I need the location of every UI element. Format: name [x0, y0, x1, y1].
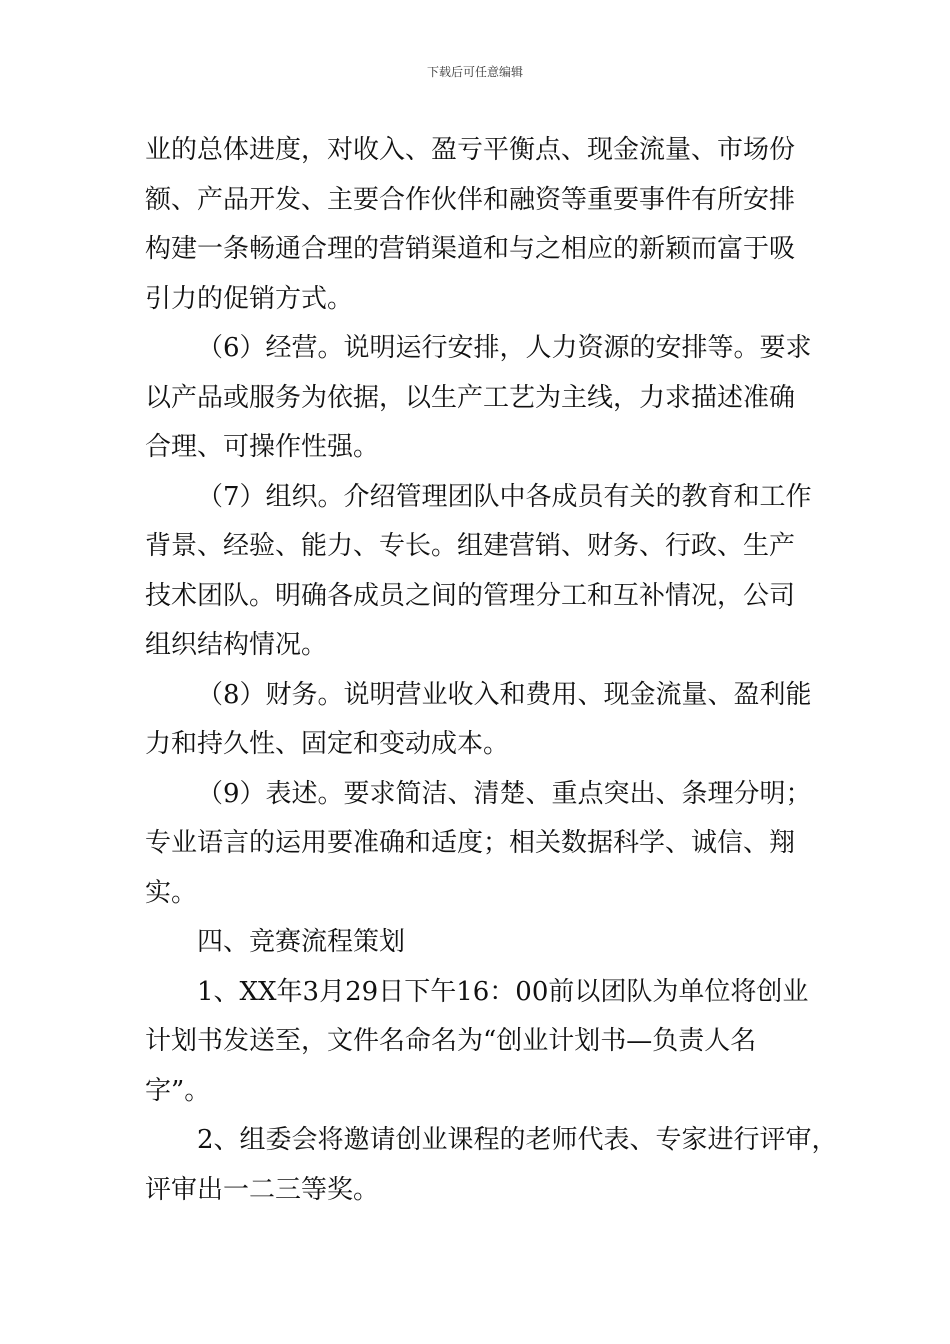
document-body	[145, 126, 838, 1215]
paragraph-start-step-1: 1、XX年3月29日下午16：00前以团队为单位将创业	[197, 976, 809, 1007]
text-line: 业的总体进度，对收入、盈亏平衡点、现金流量、市场份	[145, 135, 796, 165]
paragraph-start-expression: （9）表述。要求简洁、清楚、重点突出、条理分明；	[197, 778, 812, 809]
paragraph-start-operations: （6）经营。说明运行安排，人力资源的安排等。要求	[197, 333, 812, 363]
page-header: 下载后可任意编辑	[426, 65, 523, 79]
text-line: 组织结构情况。	[145, 630, 328, 660]
text-line: 计划书发送至，文件名命名为“创业计划书—负责人名	[145, 1026, 757, 1056]
text-line: 以产品或服务为依据，以生产工艺为主线，力求描述准确	[145, 382, 796, 413]
text-line: 评审出一二三等奖。	[145, 1174, 380, 1205]
text-line: 技术团队。明确各成员之间的管理分工和互补情况，公司	[145, 580, 796, 611]
text-line: 背景、经验、能力、专长。组建营销、财务、行政、生产	[145, 531, 796, 561]
text-line: 合理、可操作性强。	[145, 432, 380, 462]
text-line: 引力的促销方式。	[145, 283, 354, 314]
text-line: 额、产品开发、主要合作伙伴和融资等重要事件有所安排	[145, 184, 796, 215]
paragraph-start-finance: （8）财务。说明营业收入和费用、现金流量、盈利能	[197, 679, 812, 710]
text-line: 专业语言的运用要准确和适度；相关数据科学、诚信、翔	[145, 828, 796, 858]
text-line: 力和持久性、固定和变动成本。	[145, 729, 510, 759]
text-line: 构建一条畅通合理的营销渠道和与之相应的新颖而富于吸	[145, 234, 796, 264]
paragraph-start-organization: （7）组织。介绍管理团队中各成员有关的教育和工作	[197, 481, 812, 512]
paragraph-start-step-2: 2、组委会将邀请创业课程的老师代表、专家进行评审，	[197, 1125, 838, 1155]
text-line: 实。	[145, 877, 198, 908]
text-line: 字”。	[145, 1075, 211, 1106]
section-heading: 四、竞赛流程策划	[197, 927, 406, 957]
